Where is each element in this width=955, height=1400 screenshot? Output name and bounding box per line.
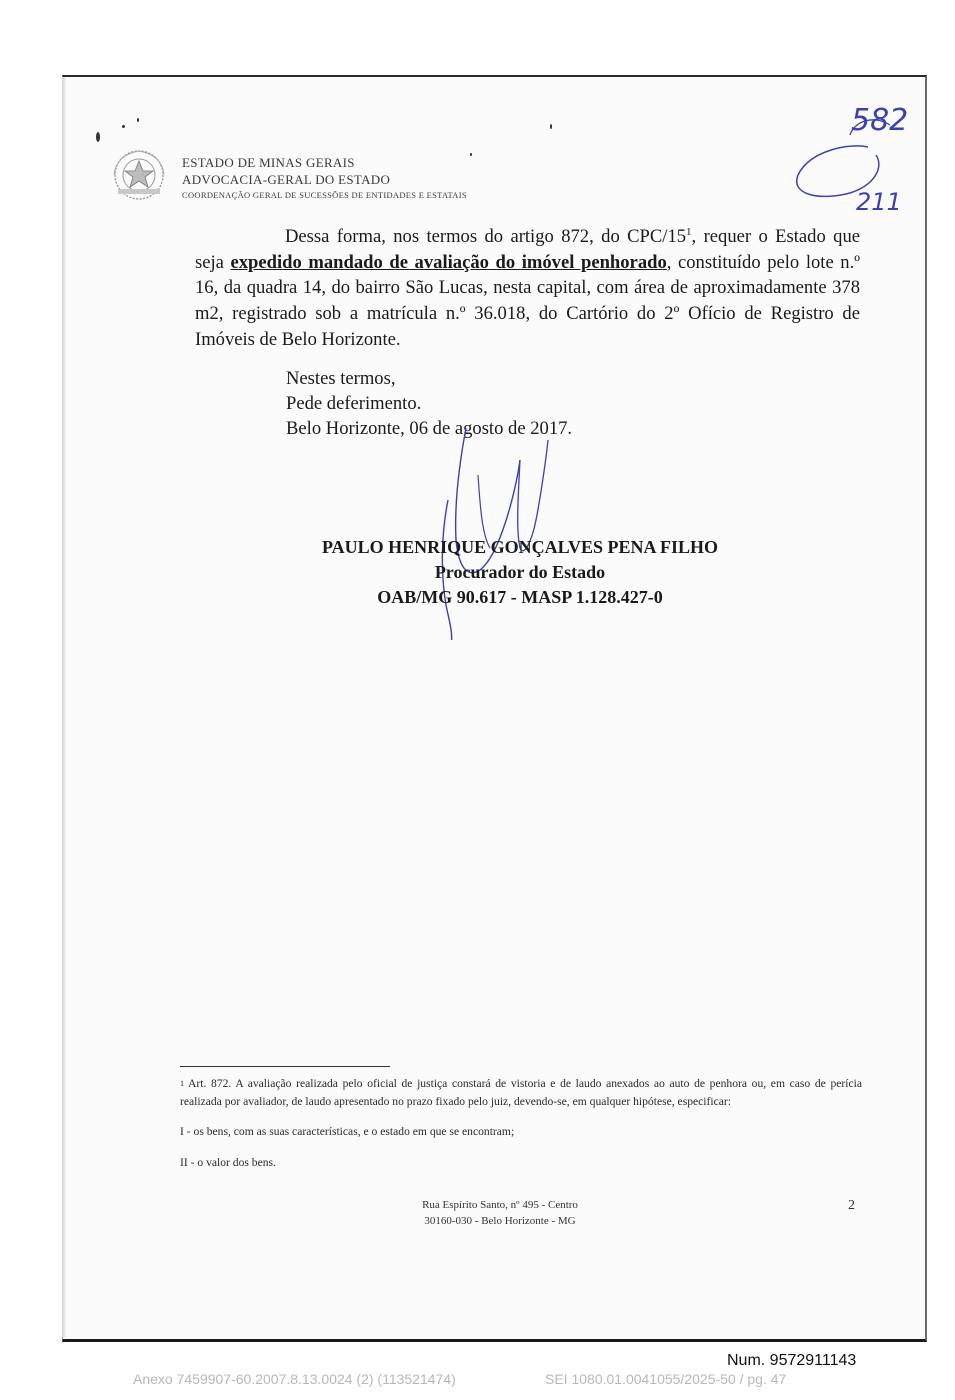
scan-edge-shadow	[62, 77, 66, 1337]
annex-reference: Anexo 7459907-60.2007.8.13.0024 (2) (113521474)	[133, 1371, 456, 1387]
document-number-stamp: Num. 9572911143	[727, 1352, 857, 1369]
scan-speck	[470, 153, 472, 156]
sei-reference: SEI 1080.01.0041055/2025-50 / pg. 47	[545, 1371, 787, 1387]
scan-speck	[137, 118, 139, 122]
scan-speck	[122, 125, 125, 128]
footnote-ref: 1	[686, 226, 692, 238]
para-emphasis: expedido mandado de avaliação do imóvel penhorado	[230, 251, 667, 273]
footer-address	[400, 1197, 600, 1229]
page-number: 2	[848, 1198, 855, 1213]
footnote-gap	[180, 1141, 862, 1154]
signatory-name: PAULO HENRIQUE GONÇALVES PENA FILHO	[321, 537, 719, 557]
signatory-block	[200, 535, 840, 610]
closing-date: Belo Horizonte, 06 de agosto de 2017.	[286, 418, 573, 439]
footnote-text: Art. 872. A avaliação realizada pelo oficial de justiça constará de vistoria e de laudo anexados ao auto de penhora ou, em caso de perícia realizada por avaliador, de laudo apresentado no prazo fixado pelo juiz, devendo-se, em qualquer hipótese, especificar:	[180, 1077, 862, 1108]
para-mid: , requer o Estado que seja	[195, 226, 861, 273]
signatory-role: Procurador do Estado	[434, 562, 606, 582]
folio-number-top: 582	[851, 103, 909, 138]
footnote-marker: 1	[180, 1079, 184, 1088]
scan-speck	[550, 124, 552, 129]
para-before: Dessa forma, nos termos do artigo 872, do CPC/15	[285, 226, 687, 248]
header-agency: ADVOCACIA-GERAL DO ESTADO	[182, 172, 391, 187]
header-department: COORDENAÇÃO GERAL DE SUCESSÕES DE ENTIDADES E ESTATAIS	[182, 190, 467, 200]
closing-line-1: Nestes termos,	[286, 368, 396, 389]
footnote-gap	[180, 1110, 862, 1123]
footnote-item-1: I - os bens, com as suas características, e o estado em que se encontram;	[180, 1125, 515, 1138]
footnote-divider	[180, 1066, 390, 1067]
para-after: , constituído pelo lote n.º 16, da quadra 14, do bairro São Lucas, nesta capital, com área de aproximadamente 378 m2, registrado sob a matrícula n.º 36.018, do Cartório do 2º Ofício de Registro de Imóveis de Belo Horizonte.	[195, 251, 860, 350]
footnote	[180, 1075, 862, 1171]
request-paragraph	[195, 220, 860, 352]
footnote-item-2: II - o valor dos bens.	[180, 1155, 276, 1169]
signatory-registration: OAB/MG 90.617 - MASP 1.128.427-0	[377, 587, 663, 607]
address-line-2: 30160-030 - Belo Horizonte - MG	[424, 1215, 576, 1227]
scan-speck	[96, 132, 100, 142]
folio-number-bottom: 211	[856, 188, 902, 216]
closing-line-2: Pede deferimento.	[286, 393, 422, 414]
header-state: ESTADO DE MINAS GERAIS	[182, 155, 355, 170]
address-line-1: Rua Espírito Santo, nº 495 - Centro	[422, 1199, 578, 1211]
coat-of-arms-icon	[108, 145, 170, 203]
